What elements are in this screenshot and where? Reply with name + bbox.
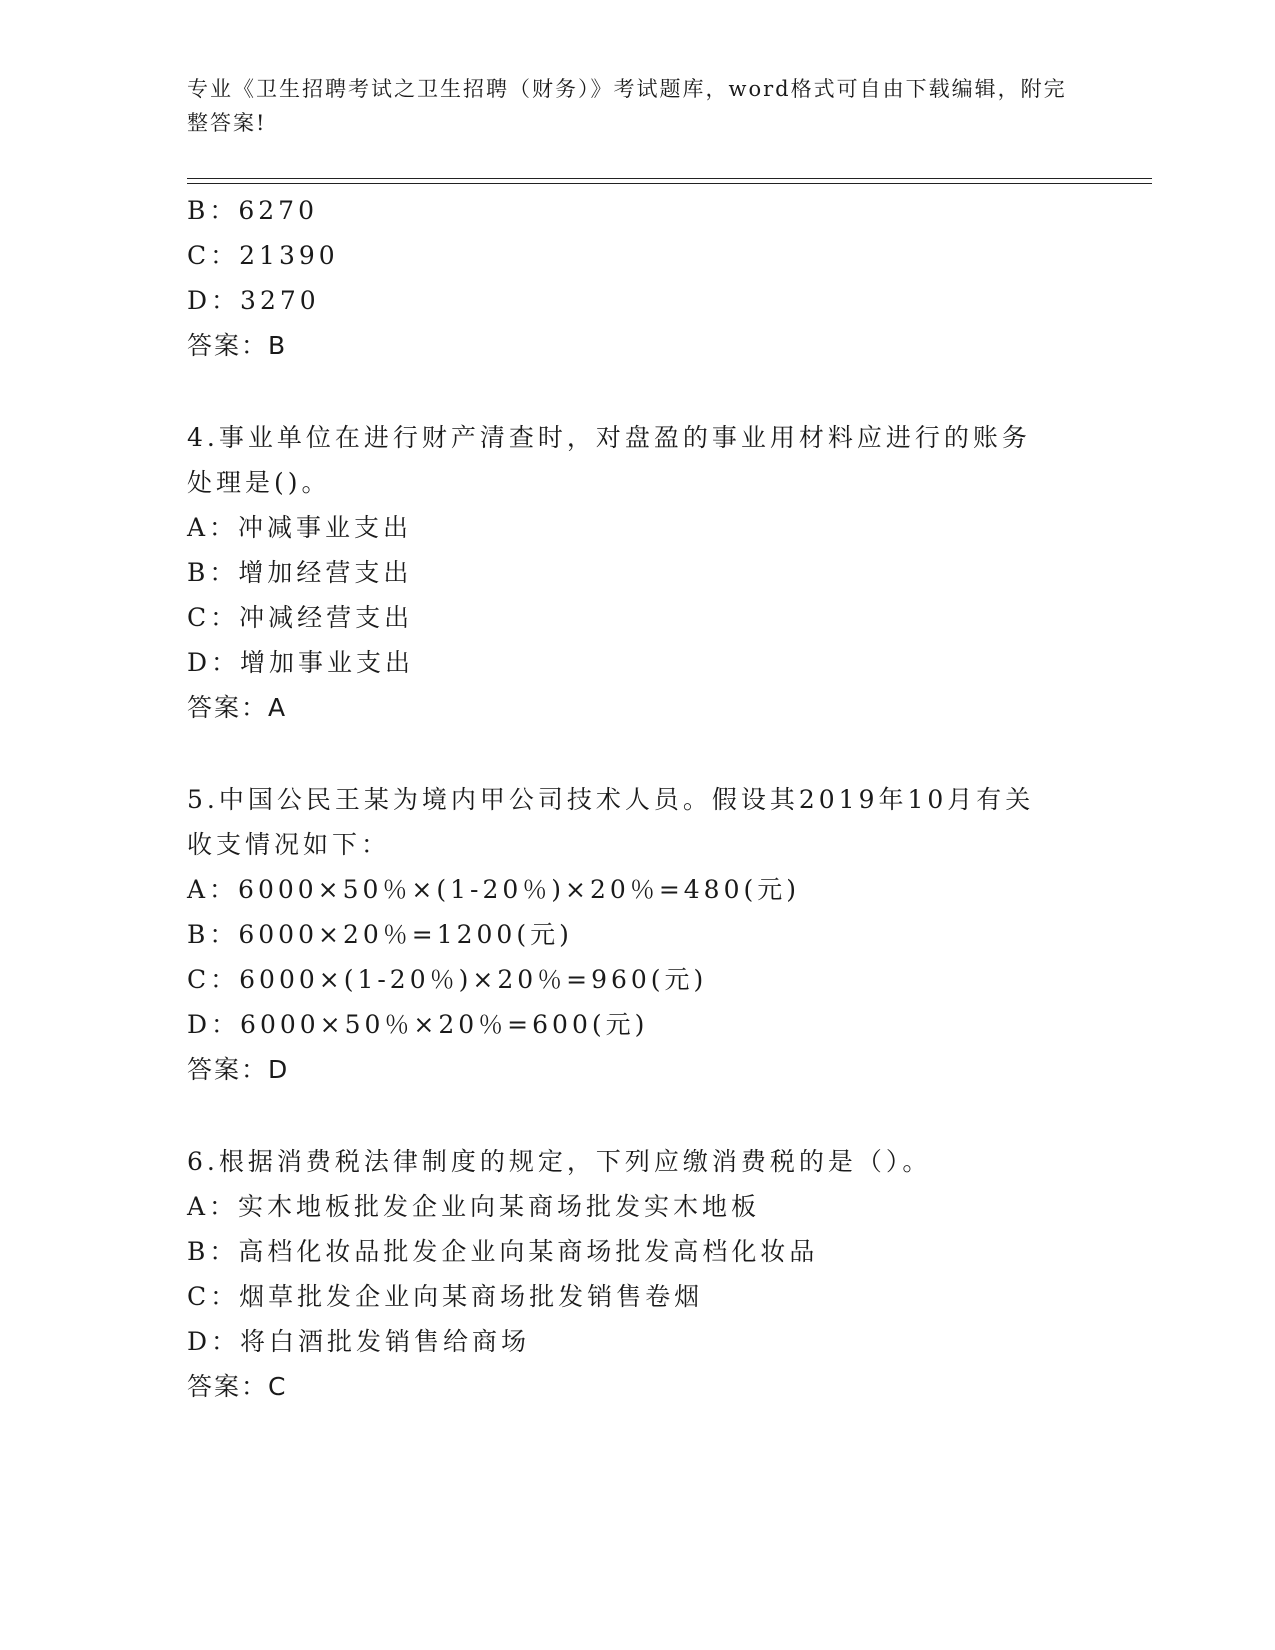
option-d: D：将白酒批发销售给商场 <box>187 1327 531 1356</box>
option-d: D：6000×50％×20％=600(元) <box>187 1010 649 1039</box>
answer-line: 答案：C <box>187 1372 288 1401</box>
option-b: B：6270 <box>187 196 318 225</box>
question-block-4 <box>187 415 1067 730</box>
option-c: C：6000×(1-20％)×20％=960(元) <box>187 965 708 994</box>
question-spacer <box>187 730 1067 777</box>
option-b: B：高档化妆品批发企业向某商场批发高档化妆品 <box>187 1237 819 1266</box>
question-list <box>187 188 1067 1409</box>
question-stem: 5.中国公民王某为境内甲公司技术人员。假设其2019年10月有关收支情况如下： <box>187 785 1035 859</box>
answer-line: 答案：D <box>187 1055 290 1084</box>
option-a: A：实木地板批发企业向某商场批发实木地板 <box>187 1192 761 1221</box>
header-rule-bottom <box>187 183 1152 184</box>
question-stem: 4.事业单位在进行财产清查时，对盘盈的事业用材料应进行的账务处理是()。 <box>187 423 1031 497</box>
question-block-prev <box>187 188 1067 368</box>
header-rule-top <box>187 178 1152 179</box>
option-b: B：6000×20％=1200(元) <box>187 920 573 949</box>
question-spacer <box>187 368 1067 415</box>
option-d: D：增加事业支出 <box>187 648 415 677</box>
option-c: C：21390 <box>187 241 339 270</box>
option-b: B：增加经营支出 <box>187 558 413 587</box>
question-block-6 <box>187 1139 1067 1409</box>
question-block-5 <box>187 777 1067 1092</box>
question-stem: 6.根据消费税法律制度的规定，下列应缴消费税的是（）。 <box>187 1147 932 1176</box>
option-c: C：烟草批发企业向某商场批发销售卷烟 <box>187 1282 704 1311</box>
answer-line: 答案：A <box>187 693 288 722</box>
page-header: 专业《卫生招聘考试之卫生招聘（财务）》考试题库，word格式可自由下载编辑，附完整答案! <box>187 77 1067 135</box>
option-c: C：冲减经营支出 <box>187 603 414 632</box>
answer-line: 答案：B <box>187 331 288 360</box>
question-spacer <box>187 1092 1067 1139</box>
option-d: D：3270 <box>187 286 320 315</box>
option-a: A：6000×50％×(1-20％)×20％=480(元) <box>187 875 800 904</box>
option-a: A：冲减事业支出 <box>187 513 413 542</box>
